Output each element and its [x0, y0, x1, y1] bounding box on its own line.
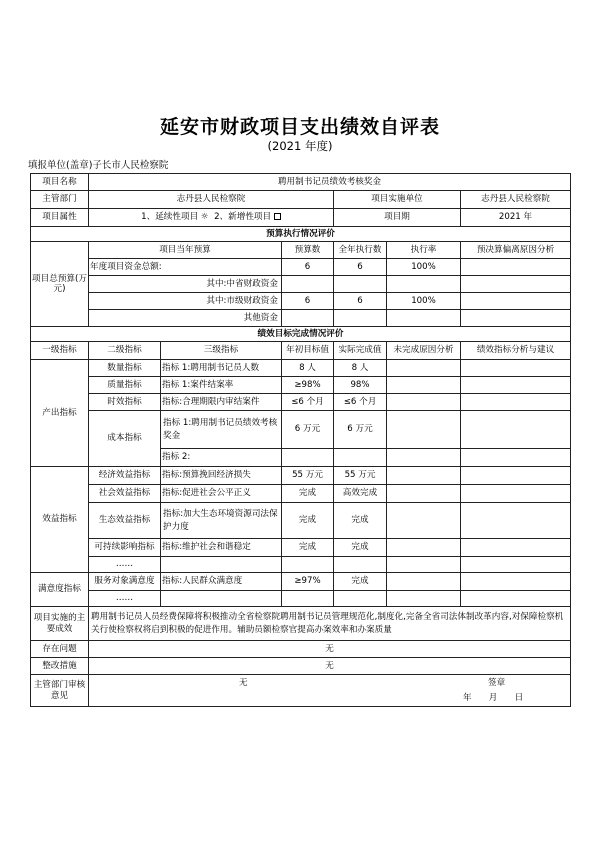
l3-indicator: 指标:预算挽回经济损失	[161, 467, 282, 485]
budget-header-reason: 预决算偏离原因分析	[461, 242, 571, 259]
target-value: 完成	[282, 539, 334, 557]
target-value: ≥98%	[282, 377, 334, 394]
page-title: 延安市财政项目支出绩效自评表	[159, 116, 440, 138]
target-value: 6 万元	[282, 411, 334, 449]
actual-value: ≤6 个月	[334, 394, 387, 411]
budget-row-exec: 6	[334, 259, 387, 276]
budget-row-exec	[334, 276, 387, 293]
budget-row-reason	[461, 293, 571, 310]
l2-indicator: ……	[89, 557, 161, 573]
review-opinion-value: 无	[239, 678, 248, 688]
target-value: 完成	[282, 503, 334, 539]
main-effect-value: 聘用制书记员人员经费保障将积极推动全省检察院聘用制书记员管理规范化,制度化,完备全省司法体制改革内容,对保障检察机关行使检察权将启到积极的促进作用。辅助员额检察官提高办案效率和办案质量	[89, 607, 571, 641]
problem-label: 存在问题	[31, 641, 89, 658]
budget-row-reason	[461, 276, 571, 293]
checkbox-icon	[274, 213, 281, 220]
main-effect-label: 项目实施的主要成效	[31, 607, 89, 641]
perf-header-l2: 二级指标	[89, 342, 161, 360]
output-indicator-label: 产出指标	[31, 360, 89, 467]
budget-row-budget	[282, 276, 334, 293]
perf-header-l3: 三级指标	[161, 342, 282, 360]
l3-indicator	[161, 557, 282, 573]
actual-value	[334, 557, 387, 573]
perf-header-target: 年初目标值	[282, 342, 334, 360]
budget-header-rate: 执行率	[387, 242, 461, 259]
perf-header-advice: 绩效指标分析与建议	[461, 342, 571, 360]
l2-indicator: 经济效益指标	[89, 467, 161, 485]
total-budget-label: 项目总预算(万元)	[31, 242, 89, 327]
l3-indicator: 指标 1:聘用制书记员绩效考核奖金	[161, 411, 282, 449]
performance-section-title: 绩效目标完成情况评价	[31, 327, 571, 342]
target-value	[282, 449, 334, 467]
signature-label: 签章	[488, 678, 506, 688]
actual-value: 55 万元	[334, 467, 387, 485]
actual-value: 完成	[334, 573, 387, 591]
l3-indicator: 指标 1:案件结案率	[161, 377, 282, 394]
evaluation-table	[30, 173, 571, 707]
period-value: 2021 年	[461, 209, 571, 227]
satisfaction-indicator-label: 满意度指标	[31, 573, 89, 607]
budget-header-item: 项目当年预算	[89, 242, 282, 259]
target-value	[282, 557, 334, 573]
l2-indicator: 质量指标	[89, 377, 161, 394]
attr-label: 项目属性	[31, 209, 89, 227]
l3-indicator: 指标:人民群众满意度	[161, 573, 282, 591]
budget-row-budget: 6	[282, 293, 334, 310]
budget-row-rate: 100%	[387, 293, 461, 310]
filling-unit: 填报单位(盖章)子长市人民检察院	[28, 160, 169, 171]
budget-row-budget: 6	[282, 259, 334, 276]
l3-indicator: 指标:加大生态环境资源司法保护力度	[161, 503, 282, 539]
target-value	[282, 591, 334, 607]
l3-indicator: 指标:促进社会公平正义	[161, 485, 282, 503]
budget-row-reason	[461, 310, 571, 327]
review-opinion-cell	[89, 675, 571, 707]
target-value: ≤6 个月	[282, 394, 334, 411]
target-value: 55 万元	[282, 467, 334, 485]
budget-header-budget: 预算数	[282, 242, 334, 259]
period-label: 项目期	[334, 209, 461, 227]
target-value: 完成	[282, 485, 334, 503]
report-year: (2021 年度)	[267, 139, 333, 153]
budget-row-budget	[282, 310, 334, 327]
impl-unit-value: 志丹县人民检察院	[461, 191, 571, 209]
fix-measure-label: 整改措施	[31, 658, 89, 675]
budget-row-label: 其中:中省财政资金	[89, 276, 282, 293]
budget-row-exec	[334, 310, 387, 327]
budget-row-reason	[461, 259, 571, 276]
attr-value: 1、延续性项目 ☼ 2、新增性项目	[89, 209, 334, 227]
actual-value	[334, 449, 387, 467]
l2-indicator: ……	[89, 591, 161, 607]
actual-value: 8 人	[334, 360, 387, 377]
perf-header-reason: 未完成原因分析	[387, 342, 461, 360]
actual-value: 完成	[334, 539, 387, 557]
review-opinion-label: 主管部门审核意见	[31, 675, 89, 707]
budget-row-rate: 100%	[387, 259, 461, 276]
l2-indicator: 时效指标	[89, 394, 161, 411]
l2-indicator: 服务对象满意度	[89, 573, 161, 591]
budget-row-label: 其中:市级财政资金	[89, 293, 282, 310]
l2-indicator: 可持续影响指标	[89, 539, 161, 557]
l3-indicator	[161, 591, 282, 607]
budget-row-label: 其他资金	[89, 310, 282, 327]
actual-value: 98%	[334, 377, 387, 394]
impl-unit-label: 项目实施单位	[334, 191, 461, 209]
actual-value	[334, 591, 387, 607]
l3-indicator: 指标 1:聘用制书记员人数	[161, 360, 282, 377]
l2-indicator: 生态效益指标	[89, 503, 161, 539]
benefit-indicator-label: 效益指标	[31, 467, 89, 573]
dept-value: 志丹县人民检察院	[89, 191, 334, 209]
l3-indicator: 指标 2:	[161, 449, 282, 467]
perf-header-l1: 一级指标	[31, 342, 89, 360]
l2-indicator: 数量指标	[89, 360, 161, 377]
problem-value: 无	[89, 641, 571, 658]
dept-label: 主管部门	[31, 191, 89, 209]
actual-value: 6 万元	[334, 411, 387, 449]
budget-section-title: 预算执行情况评价	[31, 227, 571, 242]
actual-value: 高效完成	[334, 485, 387, 503]
l2-indicator: 成本指标	[89, 411, 161, 467]
project-name-label: 项目名称	[31, 174, 89, 191]
l3-indicator: 指标:维护社会和谐稳定	[161, 539, 282, 557]
target-value: 8 人	[282, 360, 334, 377]
budget-header-exec: 全年执行数	[334, 242, 387, 259]
project-name-value: 聘用制书记员绩效考核奖金	[89, 174, 571, 191]
perf-header-actual: 实际完成值	[334, 342, 387, 360]
actual-value: 完成	[334, 503, 387, 539]
budget-row-rate	[387, 276, 461, 293]
budget-row-label: 年度项目资金总额:	[89, 259, 282, 276]
l2-indicator: 社会效益指标	[89, 485, 161, 503]
target-value: ≥97%	[282, 573, 334, 591]
sign-date: 年 月 日	[463, 693, 524, 703]
budget-row-rate	[387, 310, 461, 327]
budget-row-exec: 6	[334, 293, 387, 310]
fix-measure-value: 无	[89, 658, 571, 675]
l3-indicator: 指标:合理期限内审结案件	[161, 394, 282, 411]
